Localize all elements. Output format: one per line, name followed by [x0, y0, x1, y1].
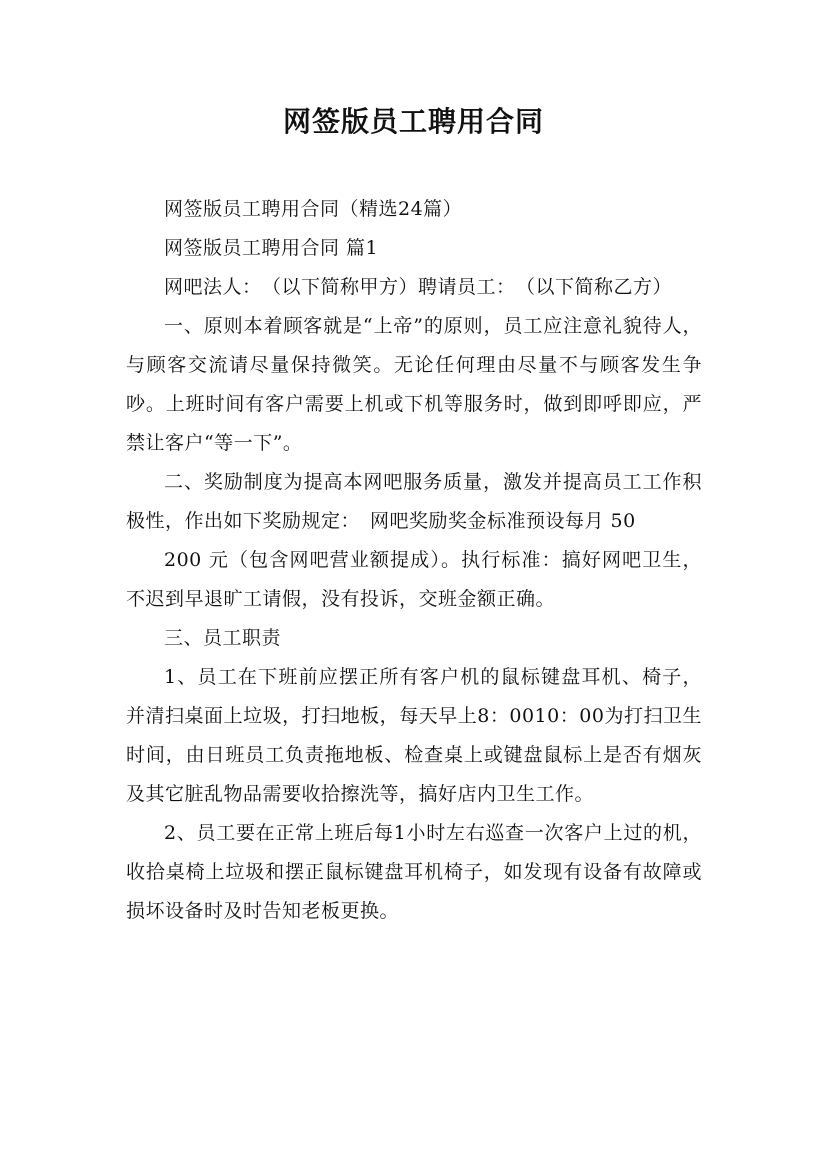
paragraph-principle: 一、原则本着顾客就是“上帝”的原则，员工应注意礼貌待人，与顾客交流请尽量保持微笑。无论任何理由尽量不与顾客发生争吵。上班时间有客户需要上机或下机等服务时，做到即呼即应，严禁让客户“等一下”。: [126, 315, 702, 454]
paragraph-parties: 网吧法人： （以下简称甲方）聘请员工： （以下简称乙方）: [164, 276, 673, 298]
paragraph-subtitle: 网签版员工聘用合同（精选24篇）: [164, 198, 463, 220]
document-title: 网签版员工聘用合同: [282, 105, 544, 138]
paragraph-section-heading: 网签版员工聘用合同 篇1: [164, 237, 379, 259]
paragraph-duties-heading: 三、员工职责: [164, 627, 282, 649]
document-body: [126, 190, 702, 931]
paragraph-reward-system: 二、奖励制度为提高本网吧服务质量，激发并提高员工工作积极性，作出如下奖励规定： 网吧奖励奖金标准预设每月 50: [126, 471, 702, 532]
paragraph-duty-2: 2、员工要在正常上班后每1小时左右巡查一次客户上过的机，收拾桌椅上垃圾和摆正鼠标键盘耳机椅子，如发现有设备有故障或损坏设备时及时告知老板更换。: [126, 822, 702, 922]
paragraph-duty-1: 1、员工在下班前应摆正所有客户机的鼠标键盘耳机、椅子，并清扫桌面上垃圾，打扫地板，每天早上8：0010：00为打扫卫生时间，由日班员工负责拖地板、检查桌上或键盘鼠标上是否有烟灰及其它脏乱物品需要收拾擦洗等，搞好店内卫生工作。: [126, 666, 702, 805]
paragraph-reward-standard: 200 元（包含网吧营业额提成）。执行标准：搞好网吧卫生，不迟到早退旷工请假，没有投诉，交班金额正确。: [126, 549, 702, 610]
